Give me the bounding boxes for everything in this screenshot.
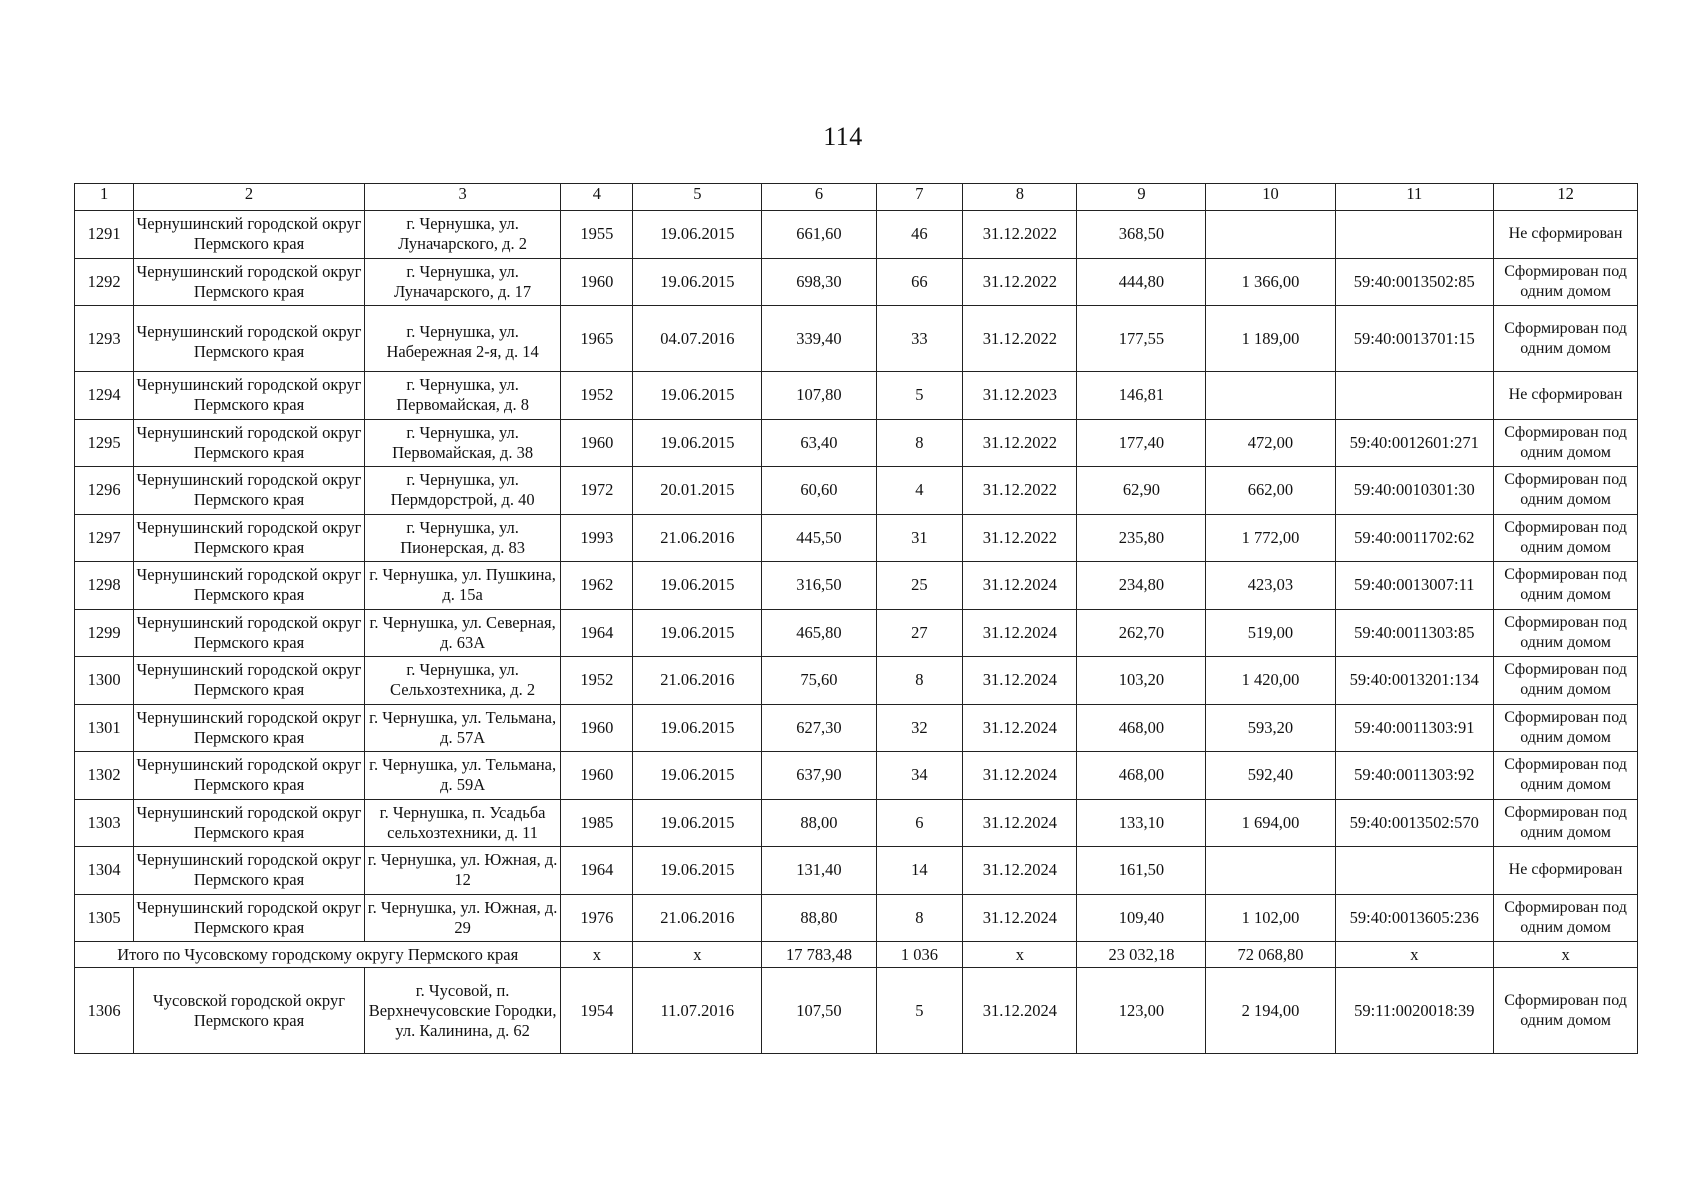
deadline-cell: 31.12.2024 — [963, 968, 1077, 1054]
area2-cell: 368,50 — [1077, 211, 1206, 259]
deadline-cell: 31.12.2024 — [963, 847, 1077, 895]
subtotal-label: Итого по Чусовскому городскому округу Пермского края — [75, 942, 561, 968]
subtotal-status: x — [1494, 942, 1638, 968]
area2-cell: 109,40 — [1077, 894, 1206, 942]
land-area-cell — [1206, 372, 1335, 420]
year-cell: 1955 — [561, 211, 633, 259]
municipality-cell: Чернушинский городской округ Пермского края — [134, 704, 365, 752]
year-cell: 1960 — [561, 419, 633, 467]
row-number: 1306 — [75, 968, 134, 1054]
table-row — [75, 514, 1638, 562]
date-cell: 19.06.2015 — [633, 258, 762, 306]
status-cell: Не сформирован — [1494, 211, 1638, 259]
year-cell: 1960 — [561, 704, 633, 752]
table-row — [75, 211, 1638, 259]
date-cell: 19.06.2015 — [633, 609, 762, 657]
area2-cell: 234,80 — [1077, 562, 1206, 610]
land-area-cell: 519,00 — [1206, 609, 1335, 657]
municipality-cell: Чернушинский городской округ Пермского края — [134, 562, 365, 610]
address-cell: г. Чернушка, ул. Первомайская, д. 38 — [364, 419, 561, 467]
deadline-cell: 31.12.2023 — [963, 372, 1077, 420]
table-row — [75, 609, 1638, 657]
year-cell: 1952 — [561, 372, 633, 420]
row-number: 1299 — [75, 609, 134, 657]
status-cell: Сформирован под одним домом — [1494, 609, 1638, 657]
cadastral-cell: 59:40:0013502:85 — [1335, 258, 1494, 306]
deadline-cell: 31.12.2024 — [963, 752, 1077, 800]
address-cell: г. Чернушка, ул. Тельмана, д. 57А — [364, 704, 561, 752]
address-cell: г. Чусовой, п. Верхнечусовские Городки, ул. Калинина, д. 62 — [364, 968, 561, 1054]
table-row — [75, 372, 1638, 420]
status-cell: Сформирован под одним домом — [1494, 752, 1638, 800]
residents-cell: 8 — [876, 657, 963, 705]
year-cell: 1962 — [561, 562, 633, 610]
deadline-cell: 31.12.2022 — [963, 467, 1077, 515]
date-cell: 19.06.2015 — [633, 752, 762, 800]
status-cell: Сформирован под одним домом — [1494, 968, 1638, 1054]
status-cell: Сформирован под одним домом — [1494, 799, 1638, 847]
residents-cell: 31 — [876, 514, 963, 562]
row-number: 1294 — [75, 372, 134, 420]
table-row — [75, 258, 1638, 306]
land-area-cell — [1206, 847, 1335, 895]
row-number: 1291 — [75, 211, 134, 259]
land-area-cell: 1 102,00 — [1206, 894, 1335, 942]
area2-cell: 177,55 — [1077, 306, 1206, 372]
residents-cell: 27 — [876, 609, 963, 657]
subtotal-land-area: 72 068,80 — [1206, 942, 1335, 968]
table-row — [75, 657, 1638, 705]
residents-cell: 6 — [876, 799, 963, 847]
table-row — [75, 847, 1638, 895]
area2-cell: 146,81 — [1077, 372, 1206, 420]
cadastral-cell: 59:40:0011303:85 — [1335, 609, 1494, 657]
cadastral-cell: 59:40:0013007:11 — [1335, 562, 1494, 610]
cadastral-cell: 59:11:0020018:39 — [1335, 968, 1494, 1054]
status-cell: Не сформирован — [1494, 847, 1638, 895]
municipality-cell: Чернушинский городской округ Пермского края — [134, 467, 365, 515]
area2-cell: 262,70 — [1077, 609, 1206, 657]
year-cell: 1965 — [561, 306, 633, 372]
status-cell: Сформирован под одним домом — [1494, 894, 1638, 942]
subtotal-year: x — [561, 942, 633, 968]
area2-cell: 62,90 — [1077, 467, 1206, 515]
cadastral-cell — [1335, 847, 1494, 895]
address-cell: г. Чернушка, ул. Луначарского, д. 17 — [364, 258, 561, 306]
residents-cell: 8 — [876, 419, 963, 467]
column-number-2: 2 — [134, 184, 365, 211]
deadline-cell: 31.12.2024 — [963, 704, 1077, 752]
status-cell: Сформирован под одним домом — [1494, 306, 1638, 372]
status-cell: Сформирован под одним домом — [1494, 562, 1638, 610]
area-cell: 75,60 — [762, 657, 876, 705]
residents-cell: 5 — [876, 372, 963, 420]
residents-cell: 66 — [876, 258, 963, 306]
land-area-cell: 592,40 — [1206, 752, 1335, 800]
address-cell: г. Чернушка, ул. Тельмана, д. 59А — [364, 752, 561, 800]
row-number: 1304 — [75, 847, 134, 895]
date-cell: 19.06.2015 — [633, 847, 762, 895]
year-cell: 1972 — [561, 467, 633, 515]
subtotal-area: 17 783,48 — [762, 942, 876, 968]
cadastral-cell — [1335, 372, 1494, 420]
municipality-cell: Чусовской городской округ Пермского края — [134, 968, 365, 1054]
area-cell: 88,00 — [762, 799, 876, 847]
area2-cell: 235,80 — [1077, 514, 1206, 562]
area2-cell: 444,80 — [1077, 258, 1206, 306]
cadastral-cell: 59:40:0013201:134 — [1335, 657, 1494, 705]
area-cell: 107,80 — [762, 372, 876, 420]
area-cell: 627,30 — [762, 704, 876, 752]
area-cell: 698,30 — [762, 258, 876, 306]
table-row — [75, 752, 1638, 800]
address-cell: г. Чернушка, ул. Луначарского, д. 2 — [364, 211, 561, 259]
status-cell: Не сформирован — [1494, 372, 1638, 420]
residents-cell: 14 — [876, 847, 963, 895]
column-number-8: 8 — [963, 184, 1077, 211]
municipality-cell: Чернушинский городской округ Пермского края — [134, 211, 365, 259]
subtotal-area2: 23 032,18 — [1077, 942, 1206, 968]
deadline-cell: 31.12.2024 — [963, 609, 1077, 657]
deadline-cell: 31.12.2022 — [963, 306, 1077, 372]
cadastral-cell: 59:40:0013502:570 — [1335, 799, 1494, 847]
address-cell: г. Чернушка, ул. Южная, д. 12 — [364, 847, 561, 895]
land-area-cell: 593,20 — [1206, 704, 1335, 752]
deadline-cell: 31.12.2024 — [963, 657, 1077, 705]
address-cell: г. Чернушка, ул. Пермдорстрой, д. 40 — [364, 467, 561, 515]
municipality-cell: Чернушинский городской округ Пермского края — [134, 657, 365, 705]
year-cell: 1952 — [561, 657, 633, 705]
area-cell: 637,90 — [762, 752, 876, 800]
page-number: 114 — [823, 122, 863, 151]
land-area-cell: 1 772,00 — [1206, 514, 1335, 562]
area-cell: 339,40 — [762, 306, 876, 372]
municipality-cell: Чернушинский городской округ Пермского края — [134, 419, 365, 467]
cadastral-cell: 59:40:0011303:92 — [1335, 752, 1494, 800]
year-cell: 1993 — [561, 514, 633, 562]
column-number-9: 9 — [1077, 184, 1206, 211]
area-cell: 60,60 — [762, 467, 876, 515]
status-cell: Сформирован под одним домом — [1494, 704, 1638, 752]
table-row — [75, 968, 1638, 1054]
row-number: 1295 — [75, 419, 134, 467]
area-cell: 88,80 — [762, 894, 876, 942]
subtotal-residents: 1 036 — [876, 942, 963, 968]
year-cell: 1976 — [561, 894, 633, 942]
row-number: 1297 — [75, 514, 134, 562]
status-cell: Сформирован под одним домом — [1494, 467, 1638, 515]
address-cell: г. Чернушка, ул. Сельхозтехника, д. 2 — [364, 657, 561, 705]
date-cell: 04.07.2016 — [633, 306, 762, 372]
municipality-cell: Чернушинский городской округ Пермского края — [134, 894, 365, 942]
row-number: 1292 — [75, 258, 134, 306]
column-number-3: 3 — [364, 184, 561, 211]
cadastral-cell: 59:40:0011303:91 — [1335, 704, 1494, 752]
area2-cell: 103,20 — [1077, 657, 1206, 705]
deadline-cell: 31.12.2024 — [963, 894, 1077, 942]
area2-cell: 468,00 — [1077, 752, 1206, 800]
date-cell: 19.06.2015 — [633, 562, 762, 610]
subtotal-row — [75, 942, 1638, 968]
deadline-cell: 31.12.2022 — [963, 419, 1077, 467]
deadline-cell: 31.12.2024 — [963, 799, 1077, 847]
year-cell: 1985 — [561, 799, 633, 847]
area2-cell: 161,50 — [1077, 847, 1206, 895]
row-number: 1301 — [75, 704, 134, 752]
municipality-cell: Чернушинский городской округ Пермского края — [134, 799, 365, 847]
table-row — [75, 306, 1638, 372]
column-number-6: 6 — [762, 184, 876, 211]
date-cell: 19.06.2015 — [633, 704, 762, 752]
address-cell: г. Чернушка, ул. Южная, д. 29 — [364, 894, 561, 942]
table-row — [75, 894, 1638, 942]
land-area-cell: 423,03 — [1206, 562, 1335, 610]
area-cell: 465,80 — [762, 609, 876, 657]
deadline-cell: 31.12.2024 — [963, 562, 1077, 610]
column-number-12: 12 — [1494, 184, 1638, 211]
residents-cell: 25 — [876, 562, 963, 610]
residents-cell: 33 — [876, 306, 963, 372]
status-cell: Сформирован под одним домом — [1494, 419, 1638, 467]
municipality-cell: Чернушинский городской округ Пермского края — [134, 514, 365, 562]
area-cell: 63,40 — [762, 419, 876, 467]
cadastral-cell: 59:40:0012601:271 — [1335, 419, 1494, 467]
column-number-10: 10 — [1206, 184, 1335, 211]
date-cell: 19.06.2015 — [633, 419, 762, 467]
residents-cell: 32 — [876, 704, 963, 752]
address-cell: г. Чернушка, ул. Пионерская, д. 83 — [364, 514, 561, 562]
land-area-cell: 1 420,00 — [1206, 657, 1335, 705]
land-area-cell: 2 194,00 — [1206, 968, 1335, 1054]
land-area-cell: 1 189,00 — [1206, 306, 1335, 372]
date-cell: 21.06.2016 — [633, 514, 762, 562]
area2-cell: 468,00 — [1077, 704, 1206, 752]
date-cell: 11.07.2016 — [633, 968, 762, 1054]
deadline-cell: 31.12.2022 — [963, 258, 1077, 306]
land-area-cell: 1 366,00 — [1206, 258, 1335, 306]
cadastral-cell: 59:40:0013605:236 — [1335, 894, 1494, 942]
column-number-5: 5 — [633, 184, 762, 211]
address-cell: г. Чернушка, п. Усадьба сельхозтехники, д. 11 — [364, 799, 561, 847]
status-cell: Сформирован под одним домом — [1494, 258, 1638, 306]
table-row — [75, 419, 1638, 467]
area2-cell: 123,00 — [1077, 968, 1206, 1054]
land-area-cell: 472,00 — [1206, 419, 1335, 467]
address-cell: г. Чернушка, ул. Северная, д. 63А — [364, 609, 561, 657]
status-cell: Сформирован под одним домом — [1494, 657, 1638, 705]
residents-cell: 46 — [876, 211, 963, 259]
date-cell: 21.06.2016 — [633, 894, 762, 942]
cadastral-cell: 59:40:0011702:62 — [1335, 514, 1494, 562]
municipality-cell: Чернушинский городской округ Пермского края — [134, 258, 365, 306]
residents-cell: 34 — [876, 752, 963, 800]
address-cell: г. Чернушка, ул. Первомайская, д. 8 — [364, 372, 561, 420]
row-number: 1300 — [75, 657, 134, 705]
year-cell: 1954 — [561, 968, 633, 1054]
date-cell: 20.01.2015 — [633, 467, 762, 515]
residents-cell: 5 — [876, 968, 963, 1054]
date-cell: 19.06.2015 — [633, 372, 762, 420]
deadline-cell: 31.12.2022 — [963, 211, 1077, 259]
address-cell: г. Чернушка, ул. Набережная 2-я, д. 14 — [364, 306, 561, 372]
subtotal-cadastral: x — [1335, 942, 1494, 968]
row-number: 1296 — [75, 467, 134, 515]
municipality-cell: Чернушинский городской округ Пермского края — [134, 372, 365, 420]
column-number-11: 11 — [1335, 184, 1494, 211]
registry-body — [75, 211, 1638, 1054]
row-number: 1293 — [75, 306, 134, 372]
year-cell: 1964 — [561, 609, 633, 657]
year-cell: 1960 — [561, 752, 633, 800]
cadastral-cell: 59:40:0010301:30 — [1335, 467, 1494, 515]
row-number: 1305 — [75, 894, 134, 942]
area-cell: 107,50 — [762, 968, 876, 1054]
municipality-cell: Чернушинский городской округ Пермского края — [134, 847, 365, 895]
area-cell: 316,50 — [762, 562, 876, 610]
year-cell: 1964 — [561, 847, 633, 895]
table-row — [75, 562, 1638, 610]
residents-cell: 4 — [876, 467, 963, 515]
row-number: 1303 — [75, 799, 134, 847]
subtotal-date: x — [633, 942, 762, 968]
area2-cell: 133,10 — [1077, 799, 1206, 847]
municipality-cell: Чернушинский городской округ Пермского края — [134, 609, 365, 657]
status-cell: Сформирован под одним домом — [1494, 514, 1638, 562]
land-area-cell: 1 694,00 — [1206, 799, 1335, 847]
column-number-7: 7 — [876, 184, 963, 211]
column-number-row — [75, 184, 1638, 211]
housing-registry-table — [74, 183, 1638, 1054]
year-cell: 1960 — [561, 258, 633, 306]
deadline-cell: 31.12.2022 — [963, 514, 1077, 562]
area-cell: 131,40 — [762, 847, 876, 895]
table-row — [75, 799, 1638, 847]
municipality-cell: Чернушинский городской округ Пермского края — [134, 752, 365, 800]
area2-cell: 177,40 — [1077, 419, 1206, 467]
row-number: 1302 — [75, 752, 134, 800]
area-cell: 661,60 — [762, 211, 876, 259]
cadastral-cell: 59:40:0013701:15 — [1335, 306, 1494, 372]
cadastral-cell — [1335, 211, 1494, 259]
subtotal-deadline: x — [963, 942, 1077, 968]
column-number-4: 4 — [561, 184, 633, 211]
date-cell: 21.06.2016 — [633, 657, 762, 705]
municipality-cell: Чернушинский городской округ Пермского края — [134, 306, 365, 372]
residents-cell: 8 — [876, 894, 963, 942]
table-row — [75, 704, 1638, 752]
land-area-cell: 662,00 — [1206, 467, 1335, 515]
area-cell: 445,50 — [762, 514, 876, 562]
row-number: 1298 — [75, 562, 134, 610]
address-cell: г. Чернушка, ул. Пушкина, д. 15а — [364, 562, 561, 610]
column-number-1: 1 — [75, 184, 134, 211]
date-cell: 19.06.2015 — [633, 799, 762, 847]
land-area-cell — [1206, 211, 1335, 259]
date-cell: 19.06.2015 — [633, 211, 762, 259]
table-row — [75, 467, 1638, 515]
